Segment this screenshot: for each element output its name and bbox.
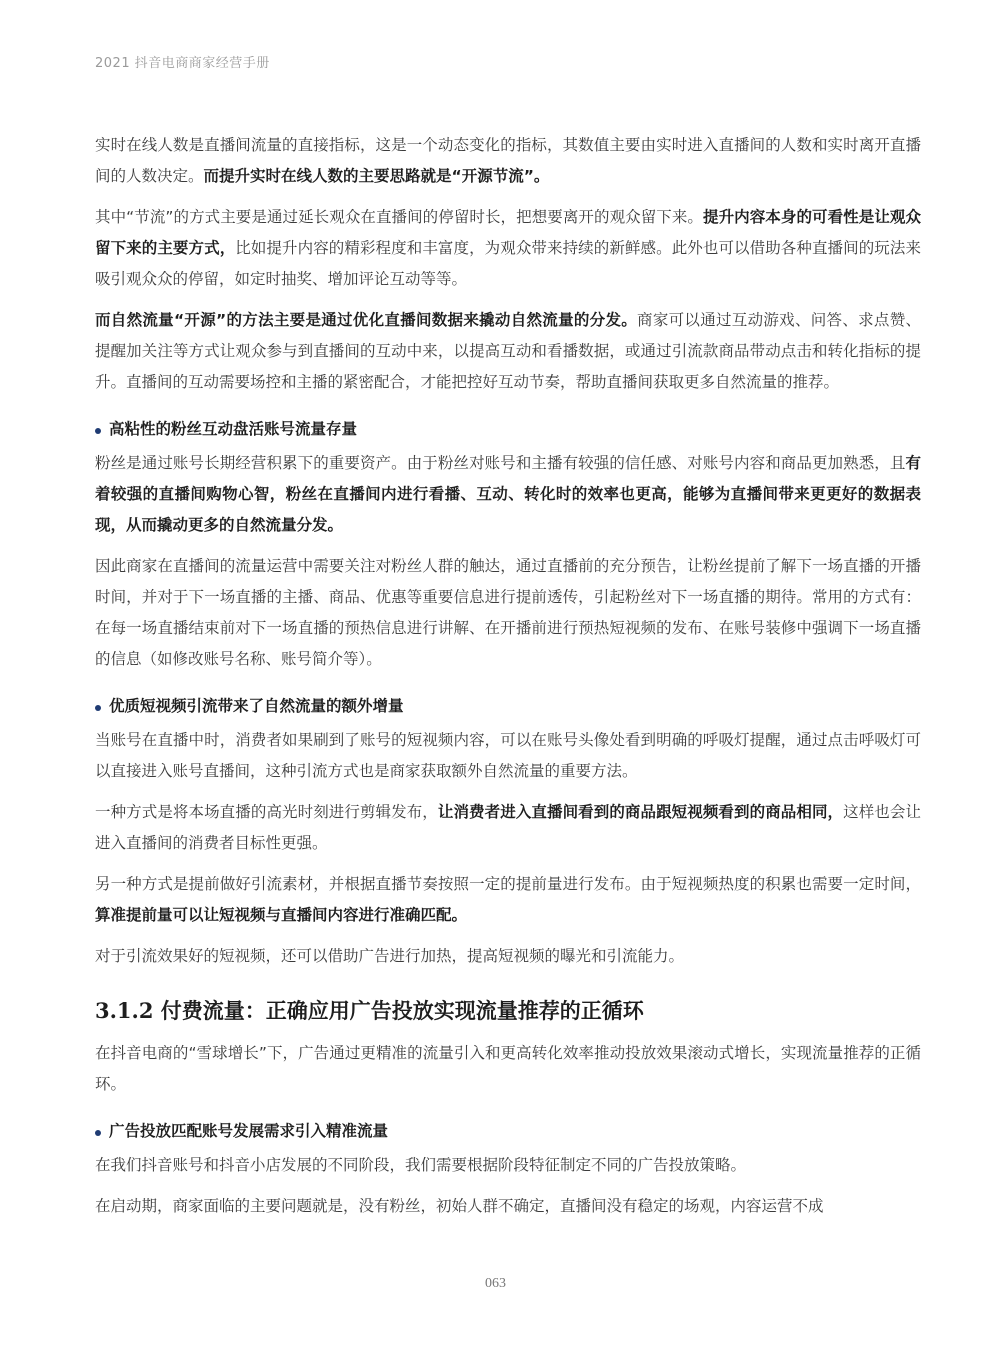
bullet-dot-icon [95,705,101,711]
bold-text: 让消费者进入直播间看到的商品跟短视频看到的商品相同， [437,803,844,821]
bold-text: 有着较强的直播间购物心智，粉丝在直播间内进行看播、互动、转化时的效率也更高，能够为直播间带来更更好的数据表现，从而撬动更多的自然流量分发。 [95,454,921,534]
bullet-subheading-text: 广告投放匹配账号发展需求引入精准流量 [109,1122,389,1140]
bold-text: 而提升实时在线人数的主要思路就是“开源节流”。 [203,167,550,185]
paragraph [95,1150,921,1181]
paragraph [95,551,921,675]
body-text: 在我们抖音账号和抖音小店发展的不同阶段，我们需要根据阶段特征制定不同的广告投放策略。 [95,1156,747,1174]
paragraph [95,1191,921,1222]
bullet-dot-icon [95,1130,101,1136]
paragraph [95,130,921,192]
body-text: 因此商家在直播间的流量运营中需要关注对粉丝人群的触达，通过直播前的充分预告，让粉丝提前了解下一场直播的开播时间，并对于下一场直播的主播、商品、优惠等重要信息进行提前透传，引起粉丝对下一场直播的期待。常用的方式有：在每一场直播结束前对下一场直播的预热信息进行讲解、在开播前进行预热短视频的发布、在账号装修中强调下一场直播的信息（如修改账号名称、账号简介等）。 [95,557,921,668]
bullet-dot-icon [95,428,101,434]
bold-text: 而自然流量“开源”的方法主要是通过优化直播间数据来撬动自然流量的分发。 [95,311,638,329]
bullet-subheading-text: 高粘性的粉丝互动盘活账号流量存量 [109,420,358,438]
body-text: 商家可以通过互动游戏、问答、求点赞、提醒加关注等方式让观众参与到直播间的互动中来，以提高互动和看播数据，或通过引流款商品带动点击和转化指标的提升。直播间的互动需要场控和主播的紧密配合，才能把控好互动节奏，帮助直播间获取更多自然流量的推荐。 [95,311,921,391]
body-text: 其中“节流”的方式主要是通过延长观众在直播间的停留时长，把想要离开的观众留下来。 [95,208,704,226]
paragraph [95,1038,921,1100]
running-header: 2021 抖音电商商家经营手册 [95,56,270,71]
section-heading: 3.1.2 付费流量：正确应用广告投放实现流量推荐的正循环 [95,998,644,1023]
paragraph [95,725,921,787]
body-text: 当账号在直播中时，消费者如果刷到了账号的短视频内容，可以在账号头像处看到明确的呼吸灯提醒，通过点击呼吸灯可以直接进入账号直播间，这种引流方式也是商家获取额外自然流量的重要方法。 [95,731,921,780]
bold-text: 提升内容本身的可看性是让观众留下来的主要方式， [95,208,921,257]
body-text: 对于引流效果好的短视频，还可以借助广告进行加热，提高短视频的曝光和引流能力。 [95,947,685,965]
paragraph [95,797,921,859]
page-number: 063 [485,1276,506,1291]
bullet-subheading [95,414,921,444]
paragraph [95,448,921,541]
body-text: 实时在线人数是直播间流量的直接指标，这是一个动态变化的指标，其数值主要由实时进入直播间的人数和实时离开直播间的人数决定。 [95,136,921,185]
bold-text: 算准提前量可以让短视频与直播间内容进行准确匹配。 [95,906,468,924]
bullet-subheading [95,1116,921,1146]
body-text: 一种方式是将本场直播的高光时刻进行剪辑发布， [95,803,438,821]
body-text: 这样也会让进入直播间的消费者目标性更强。 [95,803,921,852]
bullet-subheading-text: 优质短视频引流带来了自然流量的额外增量 [109,697,404,715]
body-text: 另一种方式是提前做好引流素材，并根据直播节奏按照一定的提前量进行发布。由于短视频热度的积累也需要一定时间， [95,875,921,893]
paragraph [95,202,921,295]
body-text: 在抖音电商的“雪球增长”下，广告通过更精准的流量引入和更高转化效率推动投放效果滚动式增长，实现流量推荐的正循环。 [95,1044,921,1093]
document-body [95,130,921,1232]
body-text: 比如提升内容的精彩程度和丰富度，为观众带来持续的新鲜感。此外也可以借助各种直播间的玩法来吸引观众众的停留，如定时抽奖、增加评论互动等等。 [95,239,921,288]
paragraph [95,941,921,972]
body-text: 在启动期，商家面临的主要问题就是，没有粉丝，初始人群不确定，直播间没有稳定的场观，内容运营不成 [95,1197,824,1215]
paragraph [95,869,921,931]
body-text: 粉丝是通过账号长期经营积累下的重要资产。由于粉丝对账号和主播有较强的信任感、对账号内容和商品更加熟悉，且 [95,454,906,472]
paragraph [95,305,921,398]
bullet-subheading [95,691,921,721]
